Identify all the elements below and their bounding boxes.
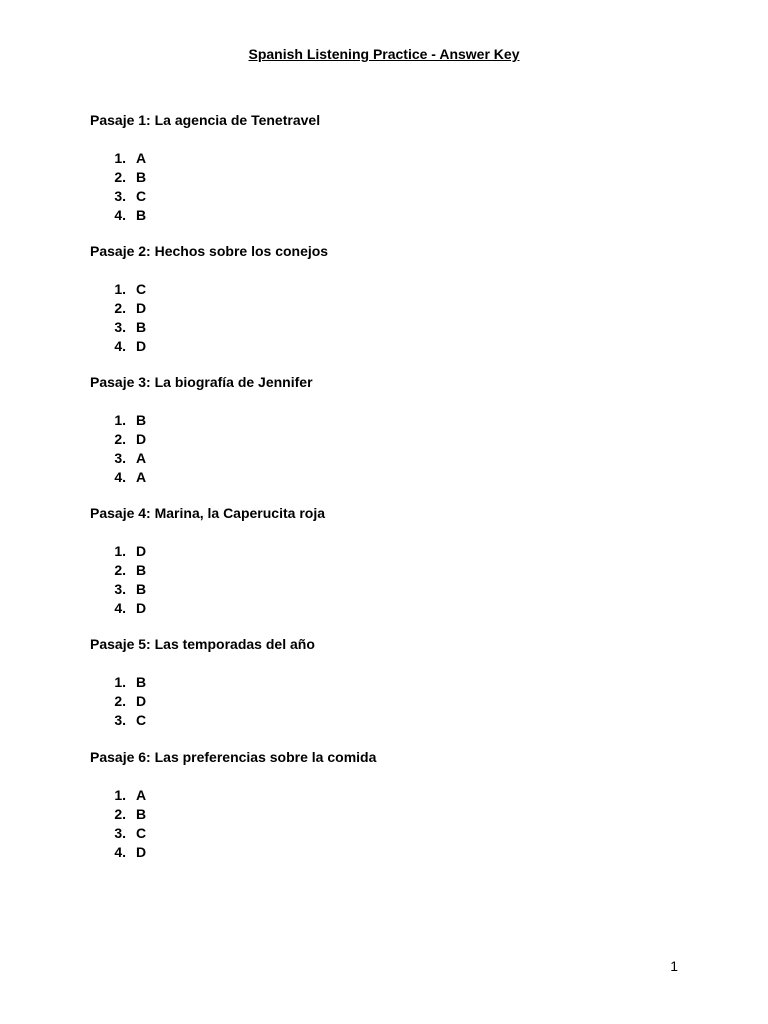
answer-item (90, 149, 690, 168)
answer-item (90, 280, 690, 299)
passage-title: Pasaje 6: Las preferencias sobre la comida (90, 749, 377, 765)
answer-number: 2. (114, 431, 126, 447)
answer-item (90, 449, 690, 468)
page-number: 1 (670, 958, 678, 974)
answer-letter: B (136, 581, 147, 597)
answer-list (90, 280, 690, 356)
answer-item (90, 411, 690, 430)
passage-section (90, 749, 690, 864)
answer-list (90, 149, 690, 225)
answer-letter: B (136, 207, 147, 223)
answer-item (90, 843, 690, 862)
answer-item (90, 542, 690, 561)
answer-letter: D (136, 431, 147, 447)
answer-number: 2. (114, 562, 126, 578)
answer-item (90, 805, 690, 824)
answer-letter: D (136, 300, 147, 316)
answer-list (90, 786, 690, 862)
answer-letter: B (136, 169, 147, 185)
answer-letter: B (136, 674, 147, 690)
passage-title: Pasaje 5: Las temporadas del año (90, 636, 315, 652)
answer-item (90, 561, 690, 580)
answer-letter: C (136, 825, 147, 841)
answer-letter: A (136, 469, 147, 485)
answer-number: 1. (114, 150, 126, 166)
answer-letter: B (136, 412, 147, 428)
answer-number: 1. (114, 787, 126, 803)
answer-number: 1. (114, 674, 126, 690)
answer-key-sections (90, 112, 690, 880)
answer-letter: C (136, 712, 147, 728)
answer-number: 1. (114, 543, 126, 559)
answer-item (90, 786, 690, 805)
answer-number: 3. (114, 825, 126, 841)
answer-letter: B (136, 562, 147, 578)
answer-letter: A (136, 450, 147, 466)
passage-section (90, 374, 690, 489)
answer-list (90, 542, 690, 618)
answer-number: 3. (114, 188, 126, 204)
answer-number: 4. (114, 338, 126, 354)
answer-item (90, 299, 690, 318)
answer-letter: B (136, 806, 147, 822)
answer-letter: D (136, 543, 147, 559)
answer-number: 3. (114, 712, 126, 728)
answer-letter: C (136, 188, 147, 204)
passage-section (90, 636, 690, 733)
answer-item (90, 824, 690, 843)
passage-title: Pasaje 3: La biografía de Jennifer (90, 374, 313, 390)
passage-section (90, 243, 690, 358)
answer-number: 1. (114, 412, 126, 428)
answer-number: 3. (114, 581, 126, 597)
answer-item (90, 599, 690, 618)
answer-item (90, 206, 690, 225)
answer-item (90, 468, 690, 487)
answer-item (90, 673, 690, 692)
answer-letter: A (136, 150, 147, 166)
passage-title: Pasaje 4: Marina, la Caperucita roja (90, 505, 325, 521)
answer-letter: C (136, 281, 147, 297)
answer-number: 2. (114, 806, 126, 822)
answer-letter: D (136, 600, 147, 616)
answer-item (90, 430, 690, 449)
answer-letter: D (136, 844, 147, 860)
answer-item (90, 337, 690, 356)
answer-number: 4. (114, 844, 126, 860)
passage-title: Pasaje 2: Hechos sobre los conejos (90, 243, 329, 259)
answer-letter: D (136, 693, 147, 709)
answer-item (90, 168, 690, 187)
answer-number: 2. (114, 169, 126, 185)
passage-title: Pasaje 1: La agencia de Tenetravel (90, 112, 321, 128)
answer-number: 4. (114, 469, 126, 485)
passage-section (90, 112, 690, 227)
answer-list (90, 411, 690, 487)
answer-list (90, 673, 690, 730)
answer-item (90, 580, 690, 599)
answer-number: 2. (114, 693, 126, 709)
answer-item (90, 711, 690, 730)
answer-number: 1. (114, 281, 126, 297)
passage-section (90, 505, 690, 620)
answer-number: 4. (114, 207, 126, 223)
answer-number: 4. (114, 600, 126, 616)
answer-item (90, 692, 690, 711)
answer-item (90, 318, 690, 337)
answer-letter: A (136, 787, 147, 803)
answer-letter: B (136, 319, 147, 335)
page-title: Spanish Listening Practice - Answer Key (248, 46, 520, 62)
answer-number: 2. (114, 300, 126, 316)
answer-number: 3. (114, 450, 126, 466)
answer-letter: D (136, 338, 147, 354)
answer-item (90, 187, 690, 206)
answer-number: 3. (114, 319, 126, 335)
